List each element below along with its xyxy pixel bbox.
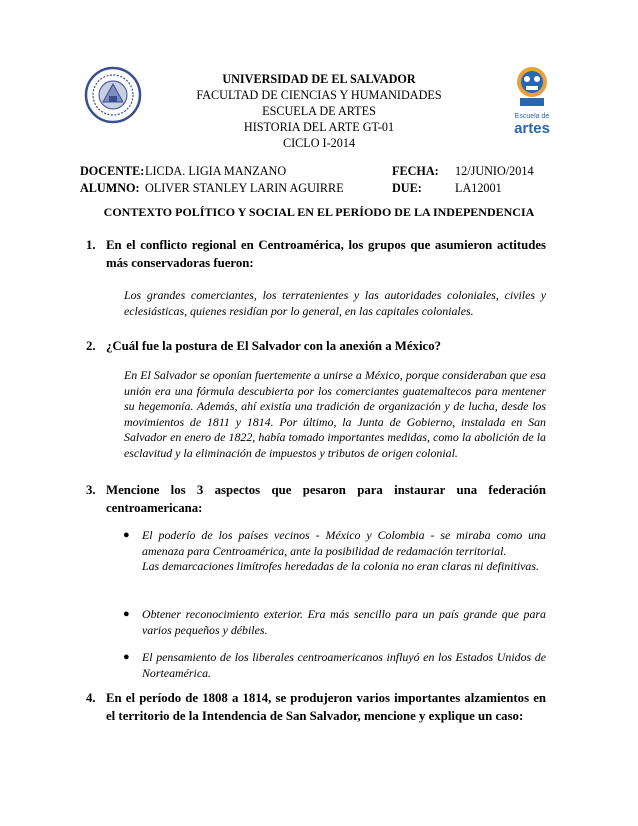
question-3 [86,482,546,517]
question-number: 2. [86,339,96,353]
bullet-item-3 [123,650,546,681]
university-seal-icon [84,66,142,124]
university-name: UNIVERSIDAD DE EL SALVADOR [222,72,416,86]
question-number: 4. [86,691,96,705]
question-text: ¿Cuál fue la postura de El Salvador con la anexión a México? [106,339,441,353]
question-text: Mencione los 3 aspectos que pesaron para instaurar una federación centroamericana: [106,483,546,515]
logo-text-large: artes [514,120,550,137]
alumno-value: OLIVER STANLEY LARIN AGUIRRE [145,181,344,195]
logo-text-small: Escuela de [514,113,550,120]
bullet-dot-icon: ● [123,608,130,620]
bullet-item-2 [123,607,546,638]
fecha-value: 12/JUNIO/2014 [455,164,534,178]
alumno-label: ALUMNO: [80,181,140,195]
question-text: En el período de 1808 a 1814, se produjeron varios importantes alzamientos en el territorio de la Intendencia de San Salvador, mencione y explique un caso: [106,691,546,723]
question-number: 1. [86,238,96,252]
escuela-de-artes-logo-icon [508,64,556,108]
course-name: HISTORIA DEL ARTE GT-01 [243,120,395,134]
document-title: CONTEXTO POLÍTICO Y SOCIAL EN EL PERÍODO DE LA INDEPENDENCIA [103,205,535,219]
question-number: 3. [86,483,96,497]
question-1 [86,237,546,272]
cycle-name: CICLO I-2014 [282,136,356,150]
answer-2: En El Salvador se oponían fuertemente a unirse a México, porque consideraban que esa unión era una fórmula descubierta por los comerciantes guatemaltecos para mentener su hegemonía. Además, ahí existía una tradición de organización y de lucha, desde los movimientos de 1811 y 1814. Por último, la Junta de Gobierno, instalada en San Salvador en enero de 1822, había tomado importantes medidas, como la abolición de la esclavitud y la eliminación de impuestos y tributos de origen colonial. [124,368,546,460]
bullet-text: Obtener reconocimiento exterior. Era más sencillo para un país grande que para varios pequeños y débiles. [142,607,546,637]
bullet-text: El pensamiento de los liberales centroamericanos influyó en los Estados Unidos de Norteamérica. [142,650,546,680]
bullet-dot-icon: ● [123,651,130,663]
bullet-text: El poderío de los países vecinos - México y Colombia - se miraba como una amenaza para Centroamérica, ante la posibilidad de redamación territorial. [142,528,546,558]
answer-1: Los grandes comerciantes, los terratenientes y las autoridades coloniales, civiles y eclesiásticas, quienes residían por lo general, en las capitales coloniales. [124,288,546,318]
question-2 [86,338,546,356]
docente-label: DOCENTE: [80,164,145,178]
docente-value: LICDA. LIGIA MANZANO [145,164,287,178]
faculty-name: FACULTAD DE CIENCIAS Y HUMANIDADES [196,88,442,102]
bullet-text-continued: Las demarcaciones limítrofes heredadas de la colonia no eran claras ni definitivas. [142,559,539,574]
bullet-item-1 [123,528,546,575]
fecha-label: FECHA: [392,164,439,178]
question-text: En el conflicto regional en Centroamérica, los grupos que asumieron actitudes más conservadoras fueron: [106,238,546,270]
bullet-dot-icon: ● [123,529,130,541]
question-4 [86,690,546,725]
due-value: LA12001 [455,181,502,195]
due-label: DUE: [392,181,422,195]
school-name: ESCUELA DE ARTES [262,104,376,118]
escuela-de-artes-logo [508,64,556,136]
